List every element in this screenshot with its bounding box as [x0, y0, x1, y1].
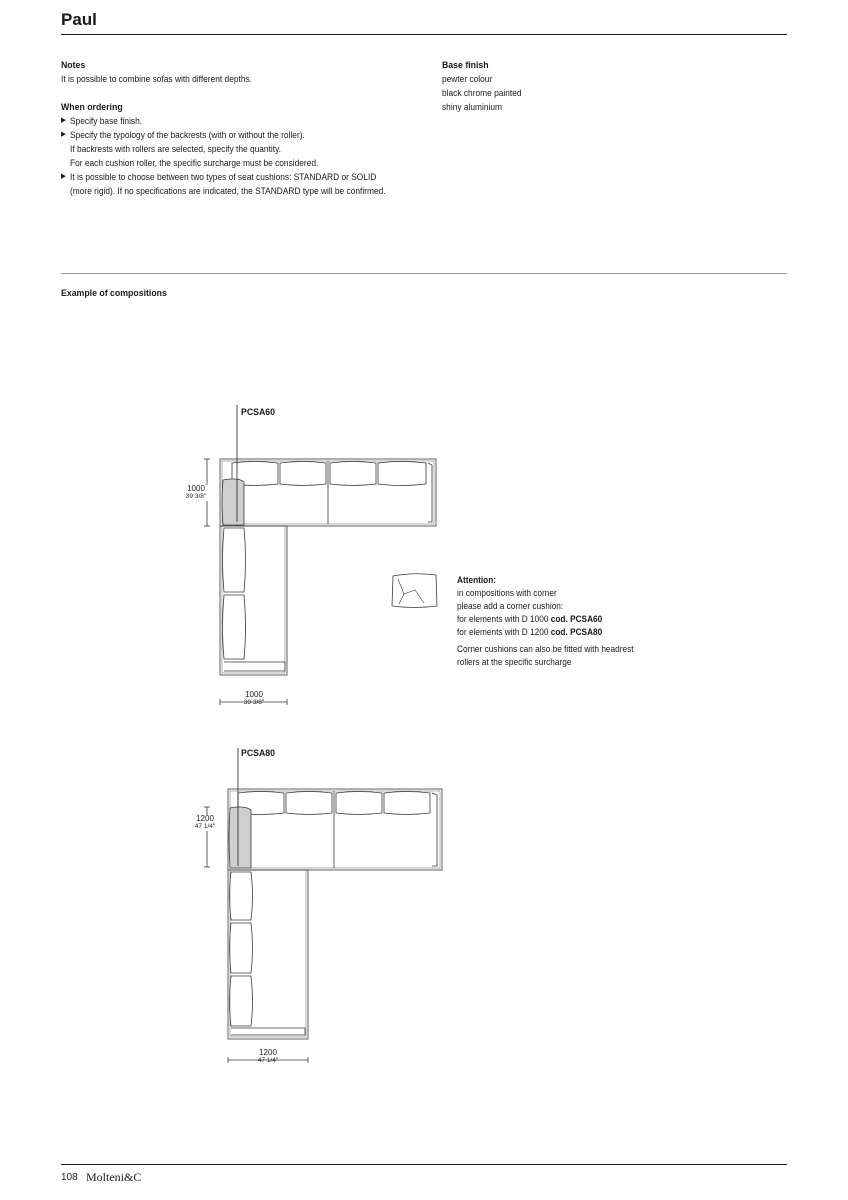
notes-text: It is possible to combine sofas with different depths. [61, 74, 253, 84]
dimension-mm: 1200 [196, 814, 214, 823]
page-number: 108 [61, 1172, 78, 1183]
ordering-line: ▶ Specify the typology of the backrests (with or without the roller). [70, 130, 305, 140]
composition-2-drawing [204, 748, 442, 1063]
examples-heading: Example of compositions [61, 288, 167, 299]
attention-code: cod. PCSA80 [550, 627, 603, 637]
dimension-inches: 47 1/4" [257, 1057, 279, 1064]
ordering-heading: When ordering [61, 102, 123, 113]
ordering-line: (more rigid). If no specifications are indicated, the STANDARD type will be confirmed. [70, 186, 386, 196]
ordering-line: ▶ It is possible to choose between two types of seat cushions: STANDARD or SOLID [70, 172, 377, 182]
base-finish-option: shiny aluminium [442, 102, 502, 112]
composition-2-depth-dimension [189, 815, 221, 831]
attention-line: please add a corner cushion: [457, 601, 564, 611]
composition-2-width-dimension [248, 1049, 288, 1065]
composition-1-width-dimension [234, 691, 274, 707]
attention-line: Corner cushions can also be fitted with headrest [457, 644, 634, 654]
dimension-inches: 39 3/8" [243, 699, 265, 706]
corner-cushion-drawing [392, 574, 437, 608]
dimension-mm: 1000 [187, 484, 205, 493]
page-title: Paul [61, 10, 97, 29]
attention-block [457, 574, 633, 669]
attention-heading: Attention: [457, 575, 497, 585]
attention-line-d1000 [457, 613, 633, 626]
base-finish-option: black chrome painted [442, 88, 522, 98]
dimension-inches: 47 1/4" [194, 823, 216, 830]
attention-line-d1200 [457, 626, 633, 639]
attention-code: cod. PCSA60 [550, 614, 603, 624]
ordering-line: For each cushion roller, the specific surcharge must be considered. [70, 158, 319, 168]
composition-1-drawing [204, 405, 436, 705]
base-finish-heading: Base finish [442, 60, 489, 71]
attention-prefix: for elements with D 1200 [457, 627, 551, 637]
attention-line: in compositions with corner [457, 588, 557, 598]
composition-2-label: PCSA80 [241, 748, 276, 759]
ordering-line: ▶ Specify base finish. [70, 116, 143, 126]
composition-1-label: PCSA60 [241, 407, 276, 418]
brand-logo: Molteni&C [86, 1170, 142, 1184]
attention-line: rollers at the specific surcharge [457, 657, 572, 667]
base-finish-option: pewter colour [442, 74, 493, 84]
dimension-mm: 1000 [245, 690, 263, 699]
attention-prefix: for elements with D 1000 [457, 614, 551, 624]
footer-rule [61, 1164, 787, 1165]
composition-1-depth-dimension [180, 485, 212, 501]
ordering-line: If backrests with rollers are selected, specify the quantity. [70, 144, 281, 154]
dimension-inches: 39 3/8" [185, 493, 207, 500]
notes-heading: Notes [61, 60, 86, 71]
dimension-mm: 1200 [259, 1048, 277, 1057]
